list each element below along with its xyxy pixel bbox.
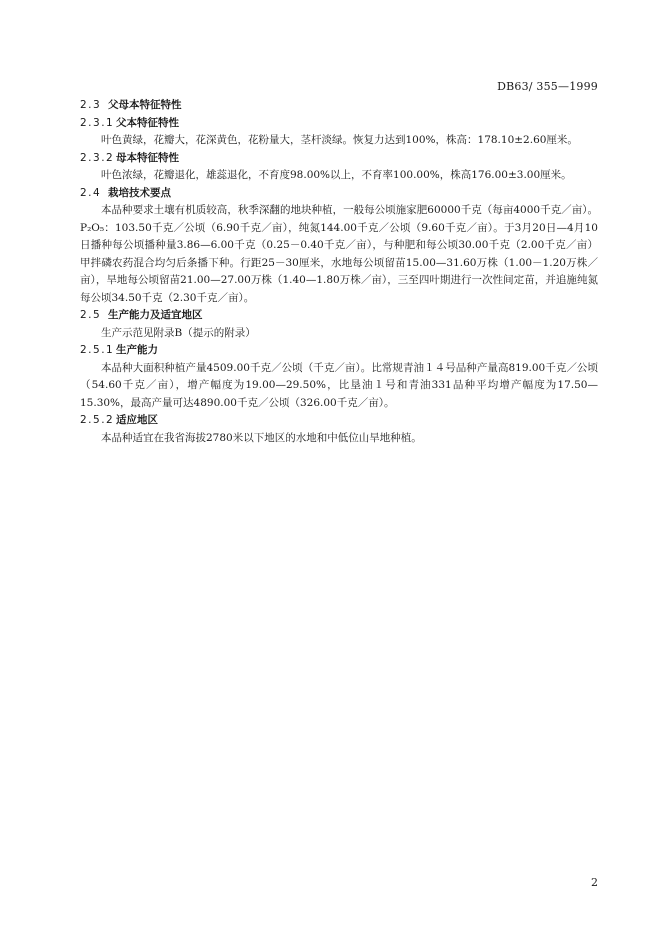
paragraph-demonstration: 生产示范见附录B（提示的附录） bbox=[101, 326, 256, 339]
section-title: 生产能力 bbox=[116, 344, 158, 356]
section-number: 2.3.1 bbox=[80, 116, 115, 129]
section-title: 适应地区 bbox=[116, 414, 158, 426]
section-number: 2.5 bbox=[80, 309, 102, 321]
paragraph-female-parent: 叶色浓绿，花瓣退化，雄蕊退化，不育度98.00%以上，不育率100.00%，株高176.00±3.00厘米。 bbox=[101, 169, 572, 181]
section-heading-2-3-1 bbox=[80, 115, 598, 133]
section-number: 2.3 bbox=[80, 99, 102, 111]
section-number: 2.4 bbox=[80, 186, 102, 199]
section-heading-2-5-1 bbox=[80, 342, 598, 360]
section-heading-2-5 bbox=[80, 307, 598, 325]
page-number: 2 bbox=[591, 876, 598, 889]
section-heading-2-3 bbox=[80, 97, 598, 115]
standard-code: DB63/ 355—1999 bbox=[497, 80, 598, 93]
section-title: 母本特征特性 bbox=[116, 151, 179, 164]
paragraph-cultivation: 本品种要求土壤有机质较高，秋季深翻的地块种植，一般每公顷施家肥60000千克（每亩4000千克／亩）。P₂O₅：103.50千克／公顷（6.90千克／亩），纯氮144.00千克／公顷（9.60千克／亩）。于3月20日—4月10日播种每公顷播种量3.86—6.00千克（0.25－0.40千克／亩），与种肥和每公顷30.00千克（2.00千克／亩）甲拌磷农药混合均匀后条播下种。行距25－30厘米，水地每公顷留苗15.00—31.60万株（1.00－1.20万株／亩），旱地每公顷留苗21.00—27.00万株（1.40—1.80万株／亩），三至四叶期进行一次性间定苗，并追施纯氮每公顷34.50千克（2.30千克／亩）。 bbox=[80, 204, 598, 304]
section-heading-2-5-2 bbox=[80, 412, 598, 430]
document-body bbox=[80, 97, 598, 447]
section-number: 2.3.2 bbox=[80, 151, 115, 164]
section-title: 父母本特征特性 bbox=[108, 99, 182, 111]
section-title: 生产能力及适宜地区 bbox=[108, 309, 203, 321]
paragraph-suitable-region: 本品种适宜在我省海拔2780米以下地区的水地和中低位山旱地种植。 bbox=[101, 431, 422, 444]
section-title: 栽培技术要点 bbox=[108, 186, 171, 199]
paragraph-production-capacity: 本品种大面积种植产量4509.00千克／公顷（千克／亩）。比常规青油１４号品种产量高819.00千克／公顷（54.60千克／亩），增产幅度为19.00—29.50%，比垦油１号和青油331品种平均增产幅度为17.50—15.30%，最高产量可达4890.00千克／公顷（326.00千克／亩）。 bbox=[80, 361, 598, 409]
section-title: 父本特征特性 bbox=[116, 116, 179, 129]
section-heading-2-3-2 bbox=[80, 150, 598, 168]
section-number: 2.5.2 bbox=[80, 414, 115, 426]
section-number: 2.5.1 bbox=[80, 344, 115, 356]
section-heading-2-4 bbox=[80, 185, 598, 203]
paragraph-male-parent: 叶色黄绿，花瓣大，花深黄色，花粉量大，茎杆淡绿。恢复力达到100%，株高：178.10±2.60厘米。 bbox=[101, 134, 578, 146]
